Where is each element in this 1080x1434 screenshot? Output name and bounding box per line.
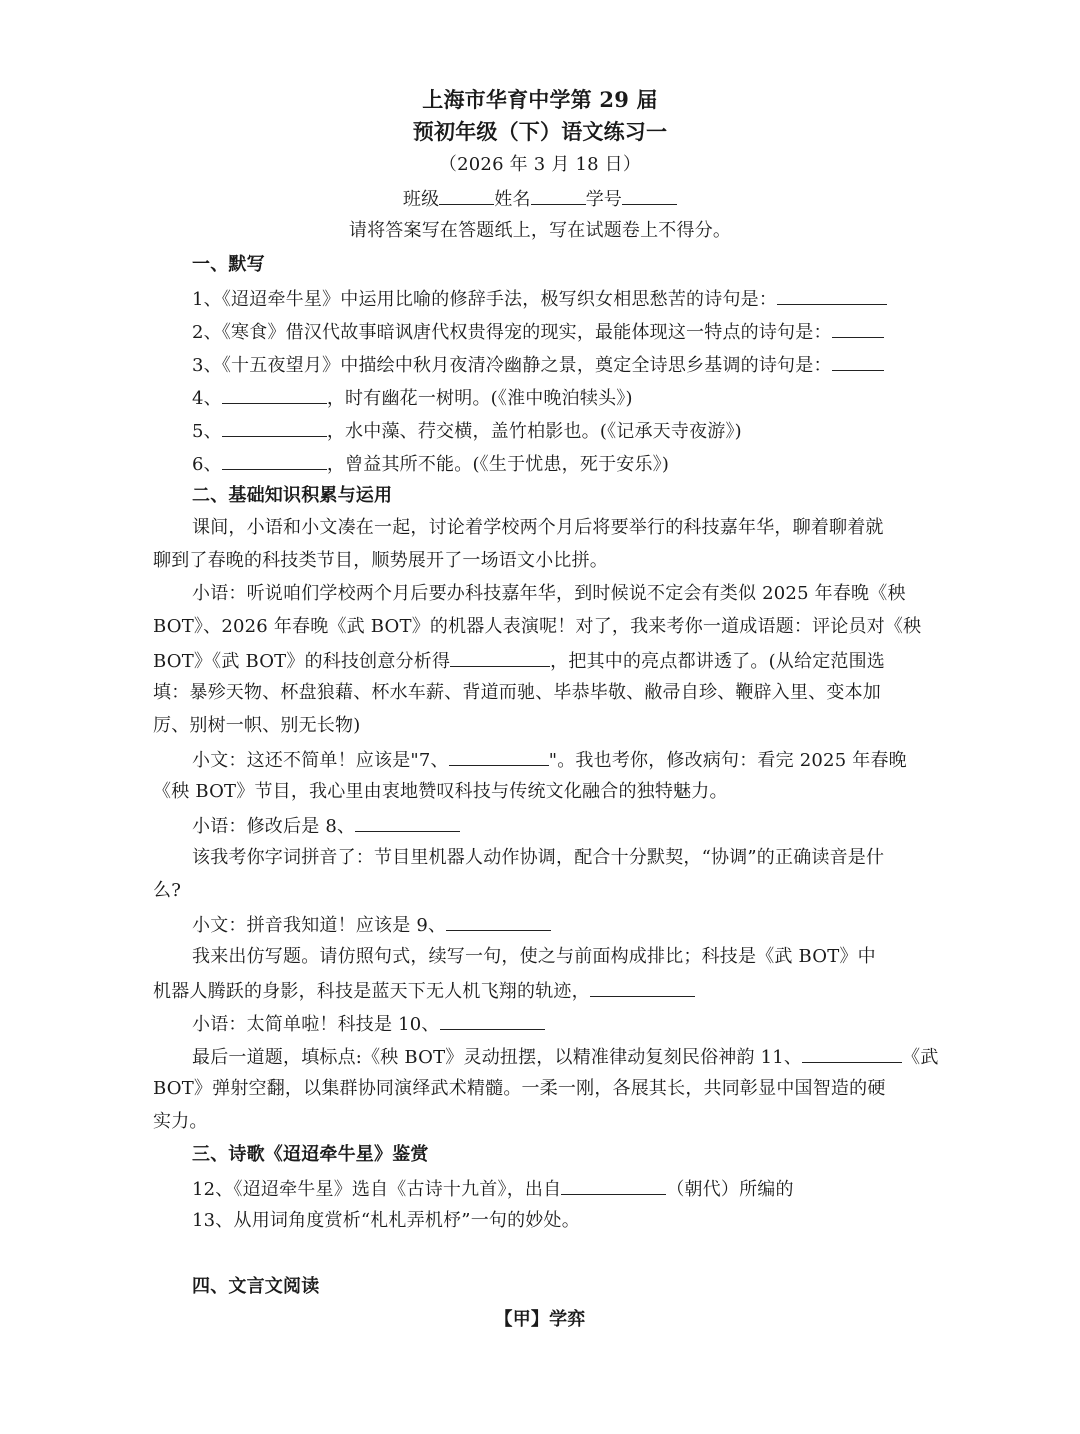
answer-blank-8[interactable]: [355, 813, 460, 832]
passage-line: 么?: [153, 880, 182, 901]
passage-line: 厉、别树一帜、别无长物): [153, 715, 361, 736]
exam-instruction: 请将答案写在答题纸上，写在试题卷上不得分。: [348, 220, 732, 241]
question-12-text: 12、《迢迢牵牛星》选自《古诗十九首》，出自: [192, 1179, 562, 1200]
passage-line: BOT》、2026 年春晚《武 BOT》的机器人表演呢！对了，我来考你一道成语题：评论员对《秧: [153, 616, 922, 637]
id-label: 学号: [585, 189, 623, 210]
question-12: [192, 1176, 794, 1202]
exam-subtitle: 预初年级（下）语文练习一: [412, 119, 668, 144]
answer-blank-9[interactable]: [446, 912, 551, 931]
section4-heading: 四、文言文阅读: [192, 1276, 320, 1297]
passage-text: 《武: [902, 1047, 939, 1068]
exam-date: （2026 年 3 月 18 日）: [438, 154, 642, 175]
question-5: [192, 418, 742, 444]
answer-blank-5[interactable]: [222, 418, 327, 437]
question-5-number: 5、: [192, 421, 222, 442]
id-blank[interactable]: [622, 186, 677, 205]
passage-line: [153, 648, 913, 674]
question-4: [192, 385, 633, 411]
answer-blank-6[interactable]: [222, 451, 327, 470]
passage-text: 小语：修改后是 8、: [192, 816, 356, 837]
question-13: 13、从用词角度赏析“札札弄机杼”一句的妙处。: [192, 1210, 580, 1231]
passage-line: 课间，小语和小文凑在一起，讨论着学校两个月后将要举行的科技嘉年华，聊着聊着就: [192, 517, 884, 538]
passage-text: ，把其中的亮点都讲透了。(从给定范围选: [550, 651, 885, 672]
answer-blank-4[interactable]: [222, 385, 327, 404]
student-info-line: [0, 186, 1080, 212]
passage-line: 小语：听说咱们学校两个月后要办科技嘉年华，到时候说不定会有类似 2025 年春晚《秧: [192, 583, 906, 604]
answer-blank-10[interactable]: [440, 1011, 545, 1030]
passage-line: [153, 978, 913, 1004]
passage-line: [192, 912, 551, 938]
question-4-number: 4、: [192, 388, 222, 409]
answer-blank-1[interactable]: [777, 286, 887, 305]
answer-blank-7[interactable]: [449, 747, 549, 766]
answer-blank-12[interactable]: [561, 1176, 666, 1195]
passage-text: 小语：太简单啦！科技是 10、: [192, 1014, 440, 1035]
question-12-text: （朝代）所编的: [666, 1179, 794, 1200]
question-4-text: ，时有幽花一树明。(《淮中晚泊犊头》): [326, 388, 633, 409]
section3-heading: 三、诗歌《迢迢牵牛星》鉴赏: [192, 1144, 429, 1165]
question-1: [192, 286, 887, 312]
question-6: [192, 451, 669, 477]
question-5-text: ，水中藻、荇交横，盖竹柏影也。(《记承天寺夜游》): [326, 421, 742, 442]
passage-line: [192, 747, 907, 773]
class-blank[interactable]: [439, 186, 494, 205]
exam-school-title: 上海市华育中学第 29 届: [422, 87, 658, 112]
passage-line: 实力。: [153, 1111, 208, 1132]
passage-text: 最后一道题，填标点:《秧 BOT》灵动扭摆，以精准律动复刻民俗神韵 11、: [192, 1047, 803, 1068]
answer-blank-2[interactable]: [832, 319, 884, 338]
passage-line: [192, 813, 460, 839]
passage-line: 《秧 BOT》节目，我心里由衷地赞叹科技与传统文化融合的独特魅力。: [153, 781, 728, 802]
answer-blank-3[interactable]: [832, 352, 884, 371]
passage-text: "。我也考你，修改病句：看完 2025 年春晚: [548, 750, 907, 771]
question-3-text: 3、《十五夜望月》中描绘中秋月夜清冷幽静之景，奠定全诗思乡基调的诗句是：: [192, 355, 832, 376]
question-2: [192, 319, 884, 345]
answer-blank-parallel[interactable]: [590, 978, 695, 997]
passage-text: 小文：这还不简单！应该是"7、: [192, 750, 449, 771]
question-6-text: ，曾益其所不能。(《生于忧患，死于安乐》): [326, 454, 670, 475]
passage-text: 小文：拼音我知道！应该是 9、: [192, 915, 447, 936]
section2-heading: 二、基础知识积累与运用: [192, 485, 393, 506]
passage-line: 聊到了春晚的科技类节目，顺势展开了一场语文小比拼。: [153, 550, 608, 571]
question-2-text: 2、《寒食》借汉代故事暗讽唐代权贵得宠的现实，最能体现这一特点的诗句是：: [192, 322, 832, 343]
answer-blank-11[interactable]: [802, 1044, 902, 1063]
passage-text: BOT》《武 BOT》的科技创意分析得: [153, 651, 451, 672]
passage-line: [192, 1044, 939, 1070]
name-label: 姓名: [494, 189, 531, 210]
passage-line: 我来出仿写题。请仿照句式，续写一句，使之与前面构成排比；科技是《武 BOT》中: [192, 946, 876, 967]
reading-subheading: 【甲】学弈: [494, 1309, 586, 1330]
passage-line: BOT》弹射空翻，以集群协同演绎武术精髓。一柔一刚，各展其长，共同彰显中国智造的硬: [153, 1078, 886, 1099]
question-6-number: 6、: [192, 454, 222, 475]
passage-line: 该我考你字词拼音了：节目里机器人动作协调，配合十分默契，“协调”的正确读音是什: [192, 847, 885, 868]
answer-blank-idiom[interactable]: [450, 648, 550, 667]
class-label: 班级: [402, 189, 440, 210]
question-3: [192, 352, 884, 378]
section1-heading: 一、默写: [192, 254, 265, 275]
passage-line: [192, 1011, 545, 1037]
name-blank[interactable]: [531, 186, 586, 205]
passage-text: 机器人腾跃的身影，科技是蓝天下无人机飞翔的轨迹，: [153, 981, 590, 1002]
question-1-text: 1、《迢迢牵牛星》中运用比喻的修辞手法，极写织女相思愁苦的诗句是：: [192, 289, 778, 310]
passage-line: 填：暴殄天物、杯盘狼藉、杯水车薪、背道而驰、毕恭毕敬、敝帚自珍、鞭辟入里、变本加: [153, 682, 881, 703]
